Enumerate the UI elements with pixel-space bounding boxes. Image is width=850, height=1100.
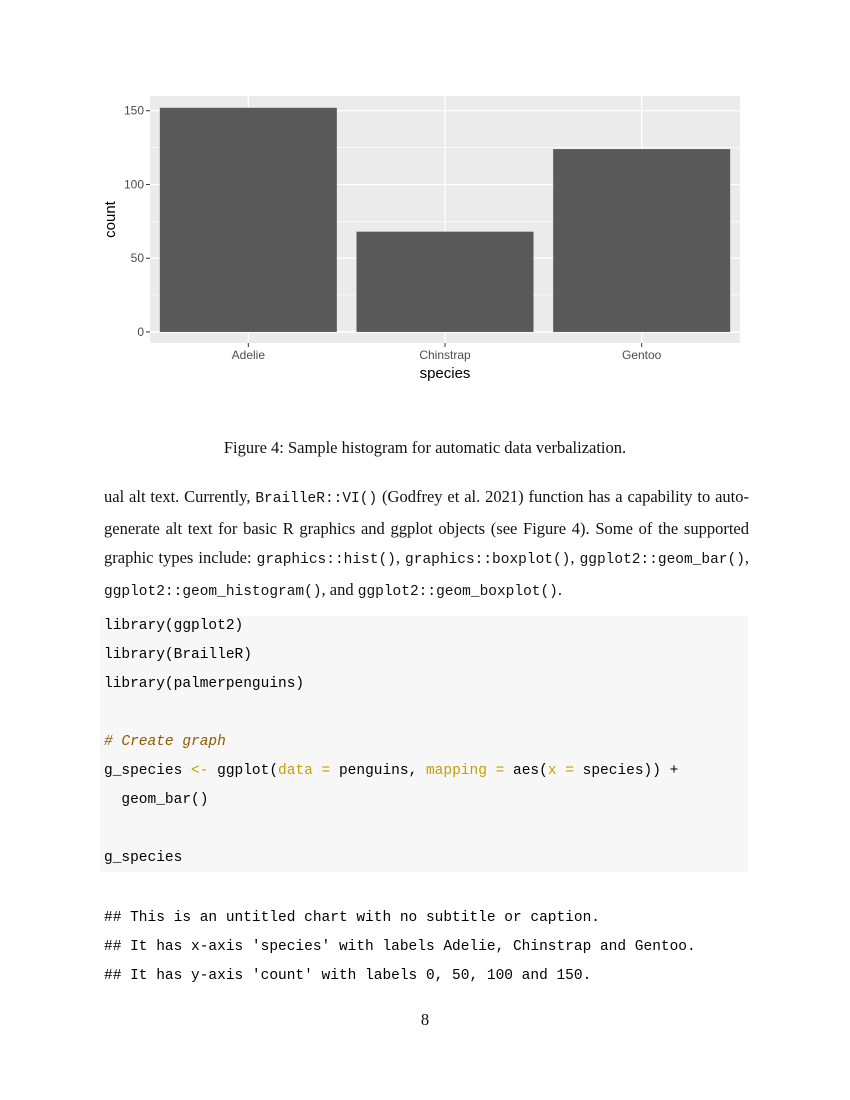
y-tick-label: 150 [123,103,144,118]
code-line-6: geom_bar() [104,792,209,808]
inline-code-geom-histogram: ggplot2::geom_histogram() [104,584,322,600]
code-equals: = [312,763,339,779]
paragraph-text-2: (Godfrey et al. 2021) function has a capability to auto-generate alt text for basic R graphics and ggplot objects (see Figure 4). Some of the supported graphic types include: [104,487,749,567]
x-axis-title: species [419,365,471,382]
code-argument: mapping [425,763,487,779]
body-paragraph [104,482,749,607]
inline-code-geom-boxplot: ggplot2::geom_boxplot() [357,584,558,600]
y-tick-label: 0 [137,324,144,339]
y-tick-label: 50 [130,251,144,266]
bar-chinstrap [357,232,534,332]
code-comment: # Create graph [104,734,226,750]
code-token: aes( [513,763,548,779]
paragraph-text-5: , [744,548,750,567]
inline-code-brailler-vi: BrailleR::VI() [255,491,378,507]
x-tick-label: Chinstrap [419,348,471,362]
output-line-2: ## It has x-axis 'species' with labels Adelie, Chinstrap and Gentoo. [104,939,696,955]
code-assign-operator: <- [191,763,209,779]
code-token: g_species [104,763,192,779]
bar-chart-figure [100,88,750,388]
page-number: 8 [420,1010,430,1029]
code-token: species)) + [582,763,679,779]
code-line-1: library(ggplot2) [104,618,244,634]
code-line-3: library(palmerpenguins) [104,676,305,692]
paragraph-text-6: , and [321,580,358,599]
bar-chart [100,88,750,388]
inline-code-graphics-boxplot: graphics::boxplot() [405,552,571,568]
y-axis-title: count [102,201,119,238]
code-token: ggplot( [208,763,279,779]
x-tick-label: Adelie [231,348,266,362]
paragraph-text-7: . [557,580,563,599]
paragraph-text-1: ual alt text. Currently, [104,487,256,506]
code-block [100,616,748,872]
code-line-8: g_species [104,850,183,866]
code-argument: data [278,763,313,779]
code-line-5 [104,763,678,779]
code-equals: = [556,763,583,779]
x-tick-label: Gentoo [621,348,662,362]
figure-caption: Figure 4: Sample histogram for automatic data verbalization. [223,438,627,457]
inline-code-geom-bar: ggplot2::geom_bar() [579,552,745,568]
y-tick-label: 100 [123,177,144,192]
output-line-3: ## It has y-axis 'count' with labels 0, 50, 100 and 150. [104,968,592,984]
bar-gentoo [553,149,730,332]
output-line-1: ## This is an untitled chart with no subtitle or caption. [104,910,600,926]
code-token: penguins, [338,763,426,779]
paragraph-text-3: , [395,548,406,567]
bar-adelie [160,108,337,332]
inline-code-graphics-hist: graphics::hist() [256,552,396,568]
code-line-2: library(BrailleR) [104,647,252,663]
code-argument: x [547,763,557,779]
paragraph-text-4: , [570,548,580,567]
code-equals: = [486,763,514,779]
